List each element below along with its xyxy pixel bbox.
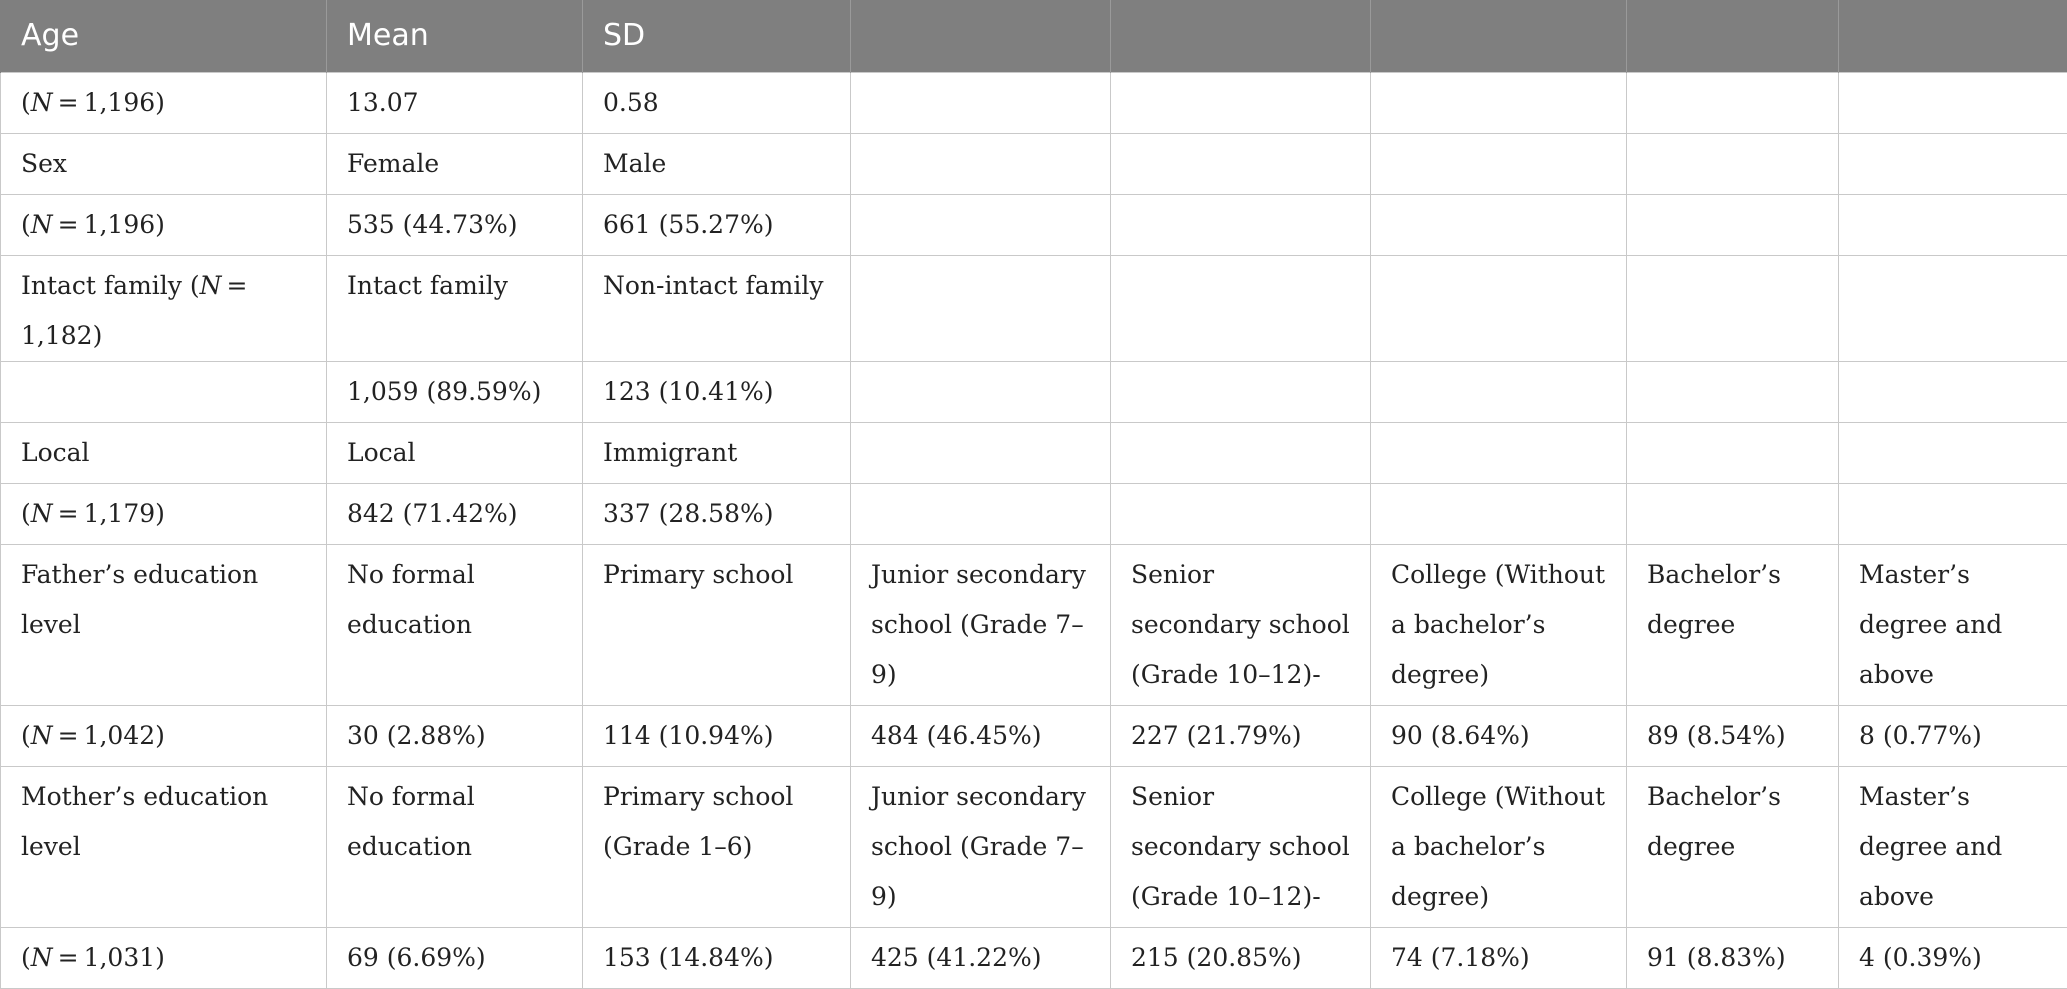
- table-cell: Senior secondary school (Grade 10–12)-: [1111, 766, 1371, 927]
- table-row: [1, 422, 2067, 483]
- table-cell: [1111, 133, 1371, 194]
- table-cell: (N = 1,179): [1, 483, 327, 544]
- table-cell: [1839, 255, 2067, 361]
- table-cell: 74 (7.18%): [1371, 927, 1627, 988]
- table-row: [1, 544, 2067, 705]
- table-cell: 123 (10.41%): [583, 361, 851, 422]
- table-cell: Senior secondary school (Grade 10–12)-: [1111, 544, 1371, 705]
- table-cell: [1371, 483, 1627, 544]
- table-cell: [1371, 422, 1627, 483]
- table-cell: [1839, 72, 2067, 133]
- table-cell: [1839, 133, 2067, 194]
- table-cell: [1111, 422, 1371, 483]
- table-cell: (N = 1,042): [1, 705, 327, 766]
- table-cell: Junior secondary school (Grade 7–9): [851, 544, 1111, 705]
- table-cell: [1839, 422, 2067, 483]
- table-row: [1, 255, 2067, 361]
- table-cell: 1,059 (89.59%): [327, 361, 583, 422]
- table-cell: 30 (2.88%): [327, 705, 583, 766]
- header-cell: [1371, 0, 1627, 72]
- table-cell: Sex: [1, 133, 327, 194]
- table-cell: 153 (14.84%): [583, 927, 851, 988]
- table-cell: (N = 1,196): [1, 194, 327, 255]
- table-cell: Male: [583, 133, 851, 194]
- table-cell: 69 (6.69%): [327, 927, 583, 988]
- table-cell: Mother’s education level: [1, 766, 327, 927]
- table-cell: [1111, 361, 1371, 422]
- table-row: [1, 927, 2067, 988]
- table-cell: [1111, 194, 1371, 255]
- table-cell: [1839, 483, 2067, 544]
- table-cell: 337 (28.58%): [583, 483, 851, 544]
- table-cell: 227 (21.79%): [1111, 705, 1371, 766]
- table-cell: [1839, 194, 2067, 255]
- table-cell: No formal education: [327, 544, 583, 705]
- table-cell: [1627, 483, 1839, 544]
- table-cell: Local: [327, 422, 583, 483]
- table-cell: [851, 194, 1111, 255]
- table-cell: Intact family: [327, 255, 583, 361]
- table-cell: [851, 133, 1111, 194]
- table-cell: 90 (8.64%): [1371, 705, 1627, 766]
- table-row: [1, 133, 2067, 194]
- table-cell: [1627, 255, 1839, 361]
- header-cell: [1627, 0, 1839, 72]
- table-cell: (N = 1,031): [1, 927, 327, 988]
- table-cell: Immigrant: [583, 422, 851, 483]
- table-cell: [1371, 72, 1627, 133]
- table-cell: [1627, 133, 1839, 194]
- header-cell: Mean: [327, 0, 583, 72]
- table-cell: Female: [327, 133, 583, 194]
- table-cell: [851, 483, 1111, 544]
- table-cell: Bachelor’s degree: [1627, 544, 1839, 705]
- table-cell: 4 (0.39%): [1839, 927, 2067, 988]
- table-cell: 0.58: [583, 72, 851, 133]
- header-cell: [1839, 0, 2067, 72]
- table-cell: 13.07: [327, 72, 583, 133]
- table-cell: [851, 255, 1111, 361]
- table-cell: Local: [1, 422, 327, 483]
- table-cell: [851, 361, 1111, 422]
- table-cell: (N = 1,196): [1, 72, 327, 133]
- table-row: [1, 72, 2067, 133]
- table-cell: [851, 422, 1111, 483]
- table-row: [1, 705, 2067, 766]
- table-cell: Intact family (N = 1,182): [1, 255, 327, 361]
- table-cell: 842 (71.42%): [327, 483, 583, 544]
- table-row: [1, 361, 2067, 422]
- table-cell: Non-intact family: [583, 255, 851, 361]
- table-cell: [1371, 255, 1627, 361]
- table-cell: 661 (55.27%): [583, 194, 851, 255]
- table-cell: Master’s degree and above: [1839, 544, 2067, 705]
- table-row: [1, 483, 2067, 544]
- table-cell: 8 (0.77%): [1839, 705, 2067, 766]
- header-cell: Age: [1, 0, 327, 72]
- table-cell: College (Without a bachelor’s degree): [1371, 544, 1627, 705]
- table-cell: [1627, 361, 1839, 422]
- header-cell: [851, 0, 1111, 72]
- table-cell: [1111, 255, 1371, 361]
- table-cell: [1839, 361, 2067, 422]
- table-row: [1, 194, 2067, 255]
- table-cell: No formal education: [327, 766, 583, 927]
- table-cell: Father’s education level: [1, 544, 327, 705]
- table-cell: 89 (8.54%): [1627, 705, 1839, 766]
- table-cell: [1371, 194, 1627, 255]
- table-cell: Bachelor’s degree: [1627, 766, 1839, 927]
- table-cell: 425 (41.22%): [851, 927, 1111, 988]
- table-cell: [1627, 422, 1839, 483]
- table-cell: 91 (8.83%): [1627, 927, 1839, 988]
- table-body: [1, 72, 2067, 988]
- table-cell: Primary school: [583, 544, 851, 705]
- table-cell: Primary school (Grade 1–6): [583, 766, 851, 927]
- table-cell: 535 (44.73%): [327, 194, 583, 255]
- table-cell: 484 (46.45%): [851, 705, 1111, 766]
- table-cell: Master’s degree and above: [1839, 766, 2067, 927]
- table-cell: Junior secondary school (Grade 7–9): [851, 766, 1111, 927]
- table-cell: [1, 361, 327, 422]
- table-cell: [1371, 361, 1627, 422]
- header-cell: SD: [583, 0, 851, 72]
- table-cell: [1371, 133, 1627, 194]
- table-cell: [1627, 72, 1839, 133]
- table-cell: [1111, 483, 1371, 544]
- table-header: [1, 0, 2067, 72]
- header-row: [1, 0, 2067, 72]
- table-row: [1, 766, 2067, 927]
- table-cell: [1111, 72, 1371, 133]
- table-cell: 114 (10.94%): [583, 705, 851, 766]
- header-cell: [1111, 0, 1371, 72]
- table-cell: College (Without a bachelor’s degree): [1371, 766, 1627, 927]
- table-cell: [1627, 194, 1839, 255]
- table-cell: [851, 72, 1111, 133]
- table-cell: 215 (20.85%): [1111, 927, 1371, 988]
